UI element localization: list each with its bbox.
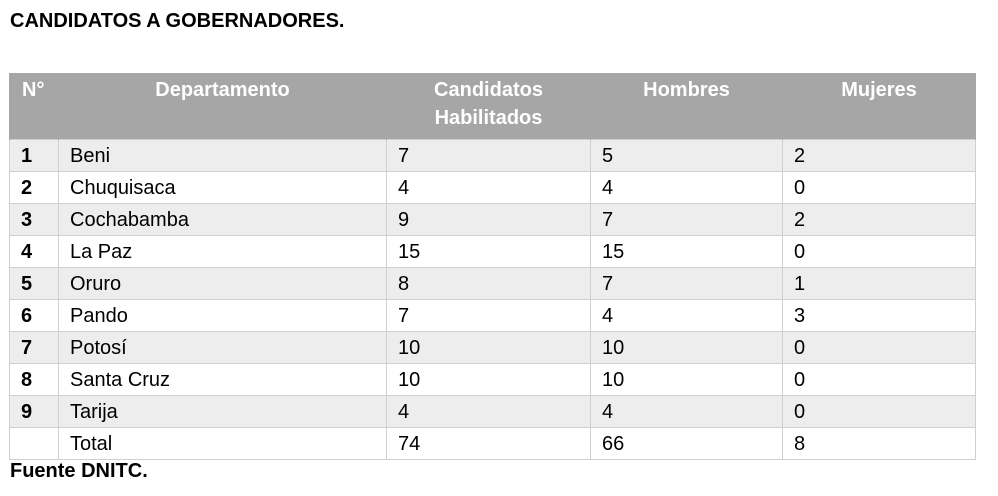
table-row: [10, 172, 976, 204]
header-row: [10, 73, 976, 140]
header-candidatos-line2: Habilitados: [434, 107, 543, 129]
row-departamento: La Paz: [59, 236, 387, 268]
table-row: [10, 364, 976, 396]
row-num: 1: [10, 140, 59, 172]
row-candidatos: 4: [387, 396, 591, 428]
row-mujeres: 1: [783, 268, 976, 300]
row-num: 2: [10, 172, 59, 204]
row-num: 5: [10, 268, 59, 300]
table-row: [10, 204, 976, 236]
row-hombres: 10: [591, 332, 783, 364]
row-hombres: 15: [591, 236, 783, 268]
row-hombres: 7: [591, 204, 783, 236]
row-departamento: Chuquisaca: [59, 172, 387, 204]
table-row: [10, 140, 976, 172]
header-candidatos-line1: Candidatos: [434, 79, 543, 101]
header-candidatos: [387, 73, 591, 140]
header-hombres: Hombres: [591, 73, 783, 140]
row-departamento: Oruro: [59, 268, 387, 300]
row-mujeres: 0: [783, 364, 976, 396]
row-departamento: Potosí: [59, 332, 387, 364]
row-candidatos: 9: [387, 204, 591, 236]
row-candidatos: 7: [387, 140, 591, 172]
candidates-table: [9, 73, 976, 460]
header-num: N°: [10, 73, 59, 140]
row-hombres: 10: [591, 364, 783, 396]
row-mujeres: 3: [783, 300, 976, 332]
total-mujeres: 8: [783, 428, 976, 460]
row-departamento: Tarija: [59, 396, 387, 428]
row-candidatos: 8: [387, 268, 591, 300]
row-mujeres: 2: [783, 204, 976, 236]
table-row: [10, 236, 976, 268]
total-candidatos: 74: [387, 428, 591, 460]
row-mujeres: 0: [783, 172, 976, 204]
source-note: Fuente DNITC.: [10, 460, 148, 482]
row-departamento: Beni: [59, 140, 387, 172]
row-mujeres: 2: [783, 140, 976, 172]
table-row: [10, 300, 976, 332]
table-row: [10, 268, 976, 300]
row-num: 9: [10, 396, 59, 428]
row-num: 6: [10, 300, 59, 332]
total-num-empty: [10, 428, 59, 460]
row-candidatos: 10: [387, 332, 591, 364]
header-mujeres: Mujeres: [783, 73, 976, 140]
total-label: Total: [59, 428, 387, 460]
row-hombres: 4: [591, 396, 783, 428]
table-row: [10, 396, 976, 428]
row-mujeres: 0: [783, 396, 976, 428]
row-num: 3: [10, 204, 59, 236]
table-row: [10, 332, 976, 364]
header-departamento: Departamento: [59, 73, 387, 140]
row-hombres: 4: [591, 172, 783, 204]
row-candidatos: 4: [387, 172, 591, 204]
row-departamento: Cochabamba: [59, 204, 387, 236]
row-departamento: Santa Cruz: [59, 364, 387, 396]
row-num: 8: [10, 364, 59, 396]
row-hombres: 7: [591, 268, 783, 300]
row-departamento: Pando: [59, 300, 387, 332]
row-mujeres: 0: [783, 236, 976, 268]
row-num: 4: [10, 236, 59, 268]
row-candidatos: 15: [387, 236, 591, 268]
row-candidatos: 7: [387, 300, 591, 332]
row-hombres: 5: [591, 140, 783, 172]
page-title: CANDIDATOS A GOBERNADORES.: [10, 10, 345, 32]
row-hombres: 4: [591, 300, 783, 332]
row-mujeres: 0: [783, 332, 976, 364]
total-hombres: 66: [591, 428, 783, 460]
row-candidatos: 10: [387, 364, 591, 396]
total-row: [10, 428, 976, 460]
row-num: 7: [10, 332, 59, 364]
